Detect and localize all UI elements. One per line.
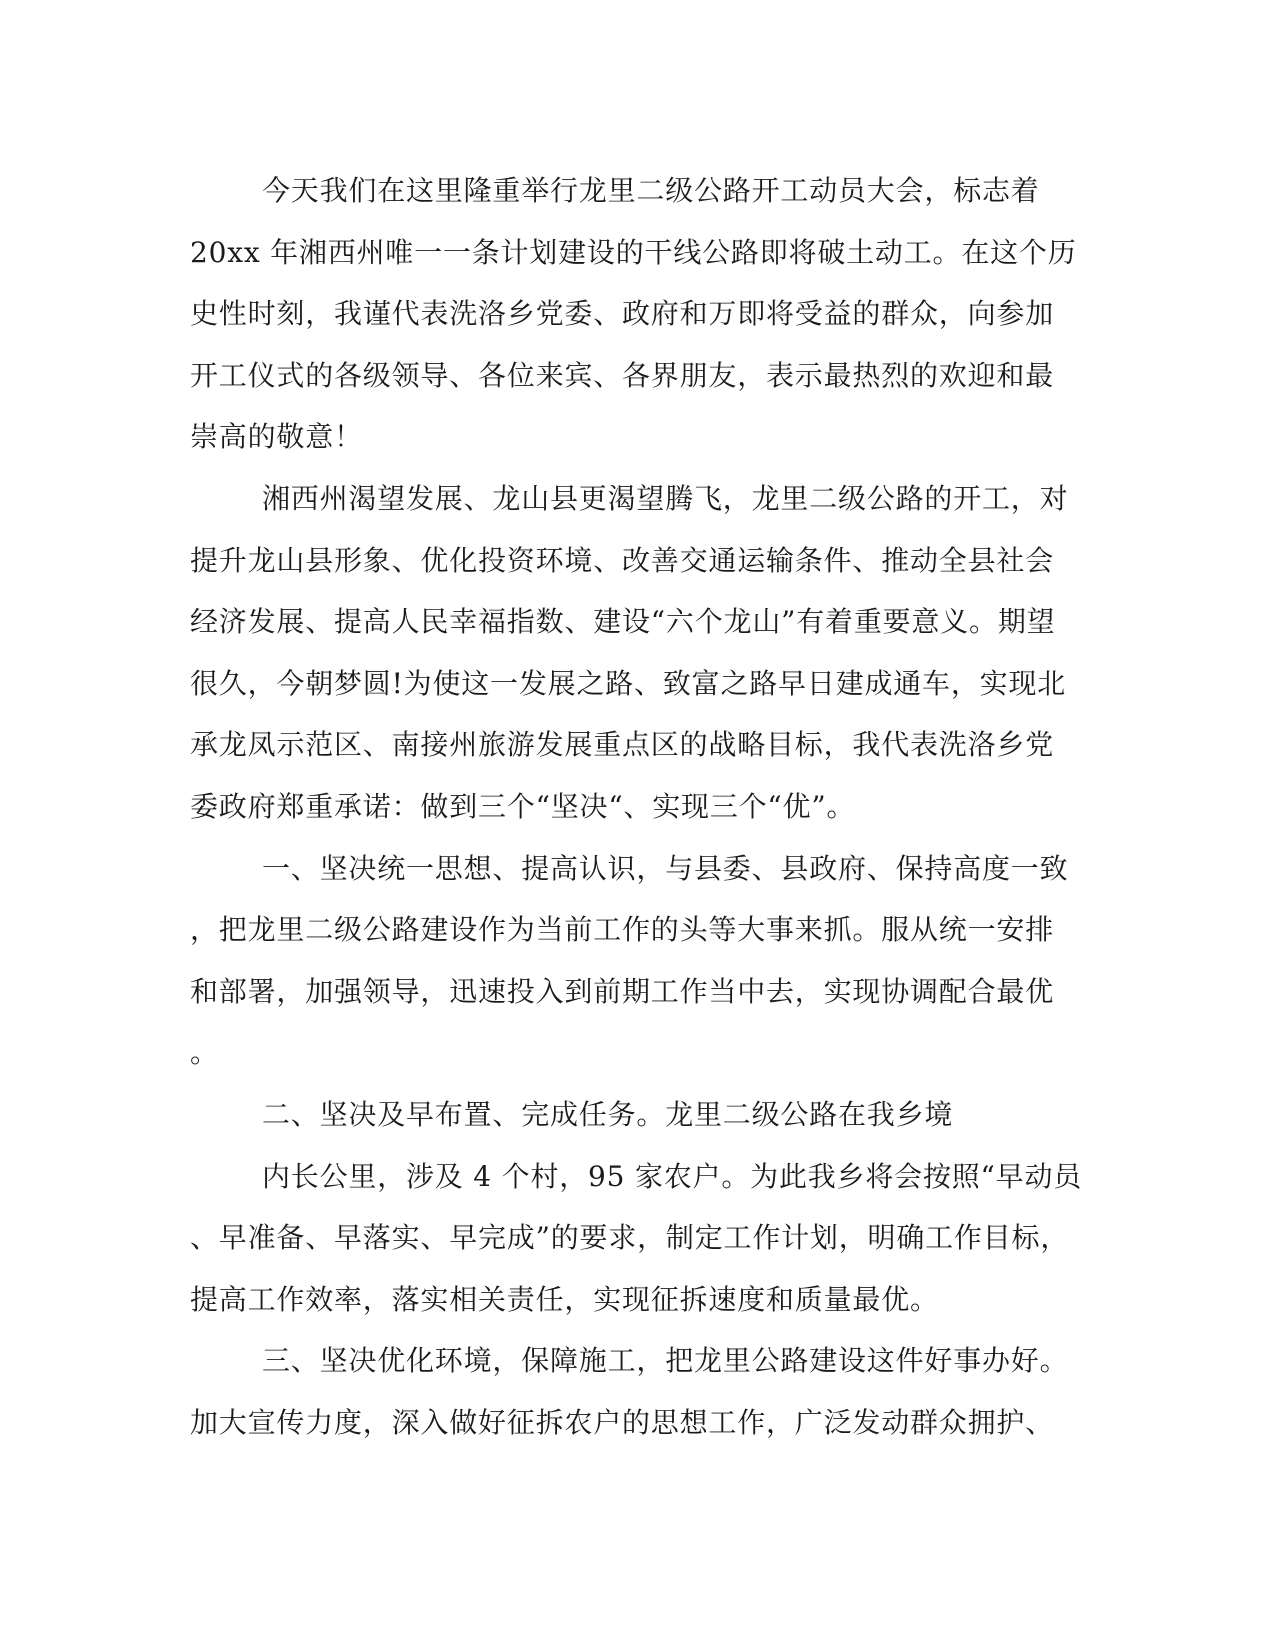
text-line: 和部署，加强领导，迅速投入到前期工作当中去，实现协调配合最优 [190, 974, 1055, 1008]
text-line: 一、坚决统一思想、提高认识，与县委、县政府、保持高度一致 [262, 851, 1069, 885]
text-line: 很久，今朝梦圆!为使这一发展之路、致富之路早日建成通车，实现北 [190, 666, 1067, 700]
text-line: 经济发展、提高人民幸福指数、建设“六个龙山”有着重要意义。期望 [190, 605, 1056, 639]
text-line: 、早准备、早落实、早完成”的要求，制定工作计划，明确工作目标， [190, 1221, 1070, 1255]
text-line: 二、坚决及早布置、完成任务。龙里二级公路在我乡境 [262, 1097, 954, 1131]
text-line: 开工仪式的各级领导、各位来宾、各界朋友，表示最热烈的欢迎和最 [190, 358, 1055, 392]
text-line: 委政府郑重承诺：做到三个“坚决“、实现三个“优”。 [190, 789, 856, 823]
text-line: 提高工作效率，落实相关责任，实现征拆速度和质量最优。 [190, 1282, 939, 1316]
text-line: 湘西州渴望发展、龙山县更渴望腾飞，龙里二级公路的开工，对 [262, 481, 1069, 515]
text-line: 。 [190, 1036, 219, 1070]
text-line: 今天我们在这里隆重举行龙里二级公路开工动员大会，标志着 [262, 174, 1040, 207]
text-line: 史性时刻，我谨代表洗洛乡党委、政府和万即将受益的群众，向参加 [190, 297, 1055, 331]
text-line: 加大宣传力度，深入做好征拆农户的思想工作，广泛发动群众拥护、 [190, 1405, 1055, 1439]
text-line: ，把龙里二级公路建设作为当前工作的头等大事来抓。服从统一安排 [190, 913, 1055, 947]
text-line: 承龙凤示范区、南接州旅游发展重点区的战略目标，我代表洗洛乡党 [190, 728, 1055, 762]
text-line: 内长公里，涉及 4 个村，95 家农户。为此我乡将会按照“早动员 [262, 1159, 1083, 1193]
text-line: 崇高的敬意！ [190, 420, 363, 454]
text-line: 提升龙山县形象、优化投资环境、改善交通运输条件、推动全县社会 [190, 543, 1055, 577]
text-line: 20xx 年湘西州唯一一条计划建设的干线公路即将破土动工。在这个历 [190, 235, 1077, 269]
text-line: 三、坚决优化环境，保障施工，把龙里公路建设这件好事办好。 [262, 1344, 1069, 1378]
document-body [190, 160, 1090, 1453]
